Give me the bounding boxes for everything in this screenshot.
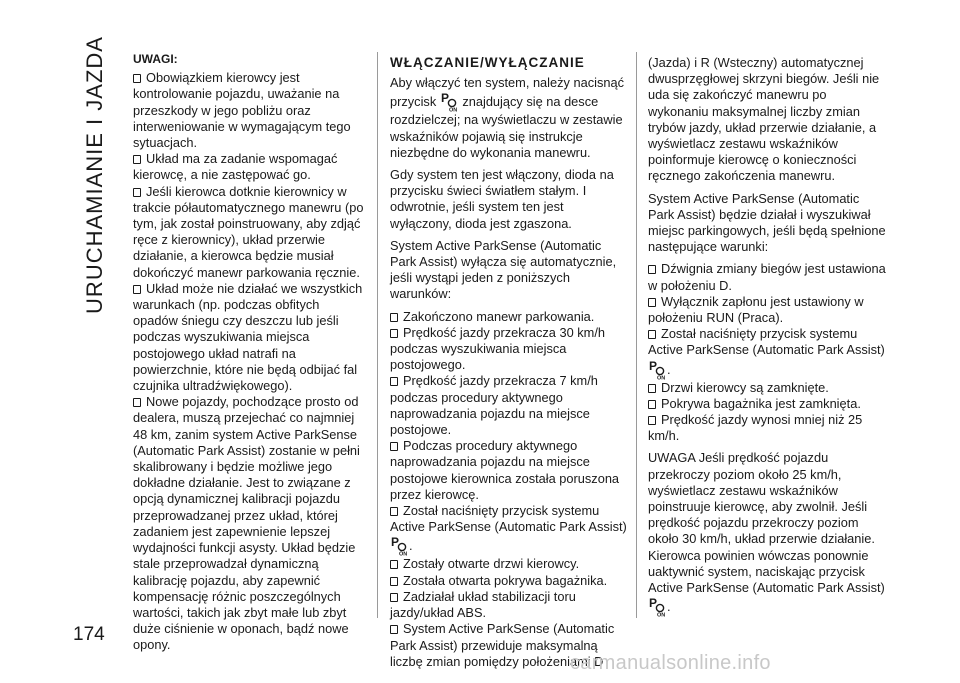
svg-text:ON: ON — [657, 375, 666, 380]
chapter-side-title — [80, 36, 110, 314]
column-divider — [377, 52, 378, 618]
checkbox-bullet-icon — [133, 74, 141, 83]
svg-text:ON: ON — [399, 551, 408, 557]
list-item: Obowiązkiem kierowcy jest kontrolowanie pojazdu, uważanie na przeszkody w jego pobliżu oraz interweniowanie w wymagającym tego sytuacjach. — [133, 70, 351, 151]
checkbox-bullet-icon — [390, 625, 398, 634]
svg-text:ON: ON — [448, 107, 458, 113]
checkbox-bullet-icon — [390, 377, 398, 386]
column-notes — [133, 51, 365, 654]
list-item: Wyłącznik zapłonu jest ustawiony w położeniu RUN (Praca). — [648, 293, 864, 326]
list-item: Został naciśnięty przycisk systemu Active ParkSense (Automatic Park Assist) P ON . — [648, 326, 885, 380]
paragraph: Gdy system ten jest włączony, dioda na przycisku świeci światłem stałym. I odwrotnie, jeśli system ten jest wyłączony, dioda jest zgaszona. — [390, 167, 614, 231]
checkbox-bullet-icon — [133, 155, 141, 164]
list-item: Zakończono manewr parkowania. — [390, 309, 628, 325]
checkbox-bullet-icon — [390, 442, 398, 451]
checkbox-bullet-icon — [648, 384, 656, 393]
parksense-p-icon — [648, 359, 667, 380]
svg-text:ON: ON — [657, 612, 666, 618]
list-item: Zostały otwarte drzwi kierowcy. — [390, 556, 628, 572]
list-item: Zadziałał układ stabilizacji toru jazdy/układ ABS. — [390, 588, 576, 621]
checkbox-bullet-icon — [648, 298, 656, 307]
svg-text:P: P — [391, 535, 400, 550]
list-item: Prędkość jazdy wynosi mniej niż 25 km/h. — [648, 412, 863, 444]
paragraph: Aby włączyć ten system, należy nacisnąć przycisk P ON znajdujący się na desce rozdzielczej; na wyświetlaczu w zestawie wskaźników pojawią się instrukcje niezbędne do wykonania manewru. — [390, 75, 624, 160]
paragraph: UWAGA Jeśli prędkość pojazdu przekroczy poziom około 25 km/h, wyświetlacz zestawu wskaźników poinstruuje kierowcę, aby zwolnił. Jeśli prędkość pojazdu przekroczy poziom około 30 km/h, układ przerwie działanie. Kierowca powinien wówczas ponownie uaktywnić system, naciskając przycisk Active ParkSense (Automatic Park Assist) P ON . — [648, 450, 885, 618]
svg-text:P: P — [649, 358, 658, 373]
list-item: Jeśli kierowca dotknie kierownicy w trakcie półautomatycznego manewru (po tym, jak został poinstruowany, aby zdjąć ręce z kierownicy), układ przerwie działanie, a kierowca będzie musiał dokończyć manewr parkowania ręcznie. — [133, 183, 364, 280]
list-item: System Active ParkSense (Automatic Park Assist) przewiduje maksymalną liczbę zmian pomiędzy położeniami D — [390, 621, 615, 669]
parksense-p-icon — [390, 535, 409, 556]
list-item: Układ ma za zadanie wspomagać kierowcę, a nie zastępować go. — [133, 151, 338, 183]
list-item: Został naciśnięty przycisk systemu Active ParkSense (Automatic Park Assist) P ON . — [390, 503, 627, 557]
checkbox-bullet-icon — [133, 398, 141, 407]
column-divider — [636, 52, 637, 618]
list-item: Prędkość jazdy przekracza 30 km/h podczas wyszukiwania miejsca postojowego. — [390, 324, 605, 373]
paragraph: (Jazda) i R (Wsteczny) automatycznej dwusprzęgłowej skrzyni biegów. Jeśli nie uda się zakończyć manewru po wykonaniu maksymalnej liczby zmian trybów jazdy, układ przerwie działanie, a wyświetlacz zestawu wskaźników poinformuje kierowcę o konieczności ręcznego zakończenia manewru. — [648, 55, 880, 184]
column-conditions — [648, 55, 888, 623]
checkbox-bullet-icon — [390, 577, 398, 586]
list-item: Dźwignia zmiany biegów jest ustawiona w położeniu D. — [648, 261, 886, 293]
checkbox-bullet-icon — [390, 313, 398, 322]
section-heading: WŁĄCZANIE/WYŁĄCZANIE — [390, 55, 585, 70]
checkbox-bullet-icon — [390, 507, 398, 516]
checkbox-bullet-icon — [390, 329, 398, 338]
list-item: Prędkość jazdy przekracza 7 km/h podczas procedury aktywnego naprowadzania pojazdu na miejsce postojowe. — [390, 373, 598, 438]
paragraph: System Active ParkSense (Automatic Park Assist) będzie działał i wyszukiwał miejsc parkingowych, jeśli będą spełnione następujące warunki: — [648, 190, 886, 255]
svg-text:P: P — [440, 91, 449, 106]
checkbox-bullet-icon — [390, 593, 398, 602]
checkbox-bullet-icon — [133, 285, 141, 294]
list-item: Została otwarta pokrywa bagażnika. — [390, 573, 628, 589]
page-number: 174 — [73, 624, 105, 645]
list-item: Pokrywa bagażnika jest zamknięta. — [648, 396, 888, 412]
checkbox-bullet-icon — [648, 416, 656, 425]
parksense-p-icon — [440, 91, 459, 112]
list-item: Układ może nie działać we wszystkich warunkach (np. podczas obfitych opadów śniegu czy deszczu lub jeśli podczas wyszukiwania miejsca postojowego układ natrafi na powierzchnie, które nie będą odbijać fal czujnika ultradźwiękowego). — [133, 280, 363, 394]
list-item: Nowe pojazdy, pochodzące prosto od dealera, muszą przejechać co najmniej 48 km, zanim system Active ParkSense (Automatic Park Assist) zostanie w pełni skalibrowany i będzie możliwe jego dokładne działanie. Jest to związane z opcją dynamicznej kalibracji pojazdu przeprowadzanej przez układ, której zadaniem jest zapewnienie lepszej wydajności funkcji asysty. Układ będzie stale przeprowadzał dynamiczną kalibrację pojazdu, aby zapewnić kompensację różnic poszczególnych wartości, takich jak zbyt małe lub zbyt duże ciśnienie w oponach, bądź nowe opony. — [133, 394, 360, 653]
checkbox-bullet-icon — [648, 400, 656, 409]
svg-text:P: P — [649, 596, 658, 611]
parksense-p-icon — [648, 596, 667, 617]
list-item: Podczas procedury aktywnego naprowadzania pojazdu na miejsce postojowe kierownica została poruszona przez kierowcę. — [390, 438, 620, 502]
checkbox-bullet-icon — [390, 560, 398, 569]
chapter-title-text: URUCHAMIANIE I JAZDA — [82, 36, 108, 314]
paragraph: System Active ParkSense (Automatic Park Assist) wyłącza się automatycznie, jeśli wystąpi jeden z poniższych warunków: — [390, 237, 617, 302]
column-on-off — [390, 55, 628, 670]
checkbox-bullet-icon — [648, 265, 656, 274]
checkbox-bullet-icon — [648, 330, 656, 339]
watermark: carmanualsonline.info — [570, 652, 771, 674]
notes-heading: UWAGI: — [133, 52, 178, 66]
list-item: Drzwi kierowcy są zamknięte. — [648, 380, 888, 396]
checkbox-bullet-icon — [133, 188, 141, 197]
